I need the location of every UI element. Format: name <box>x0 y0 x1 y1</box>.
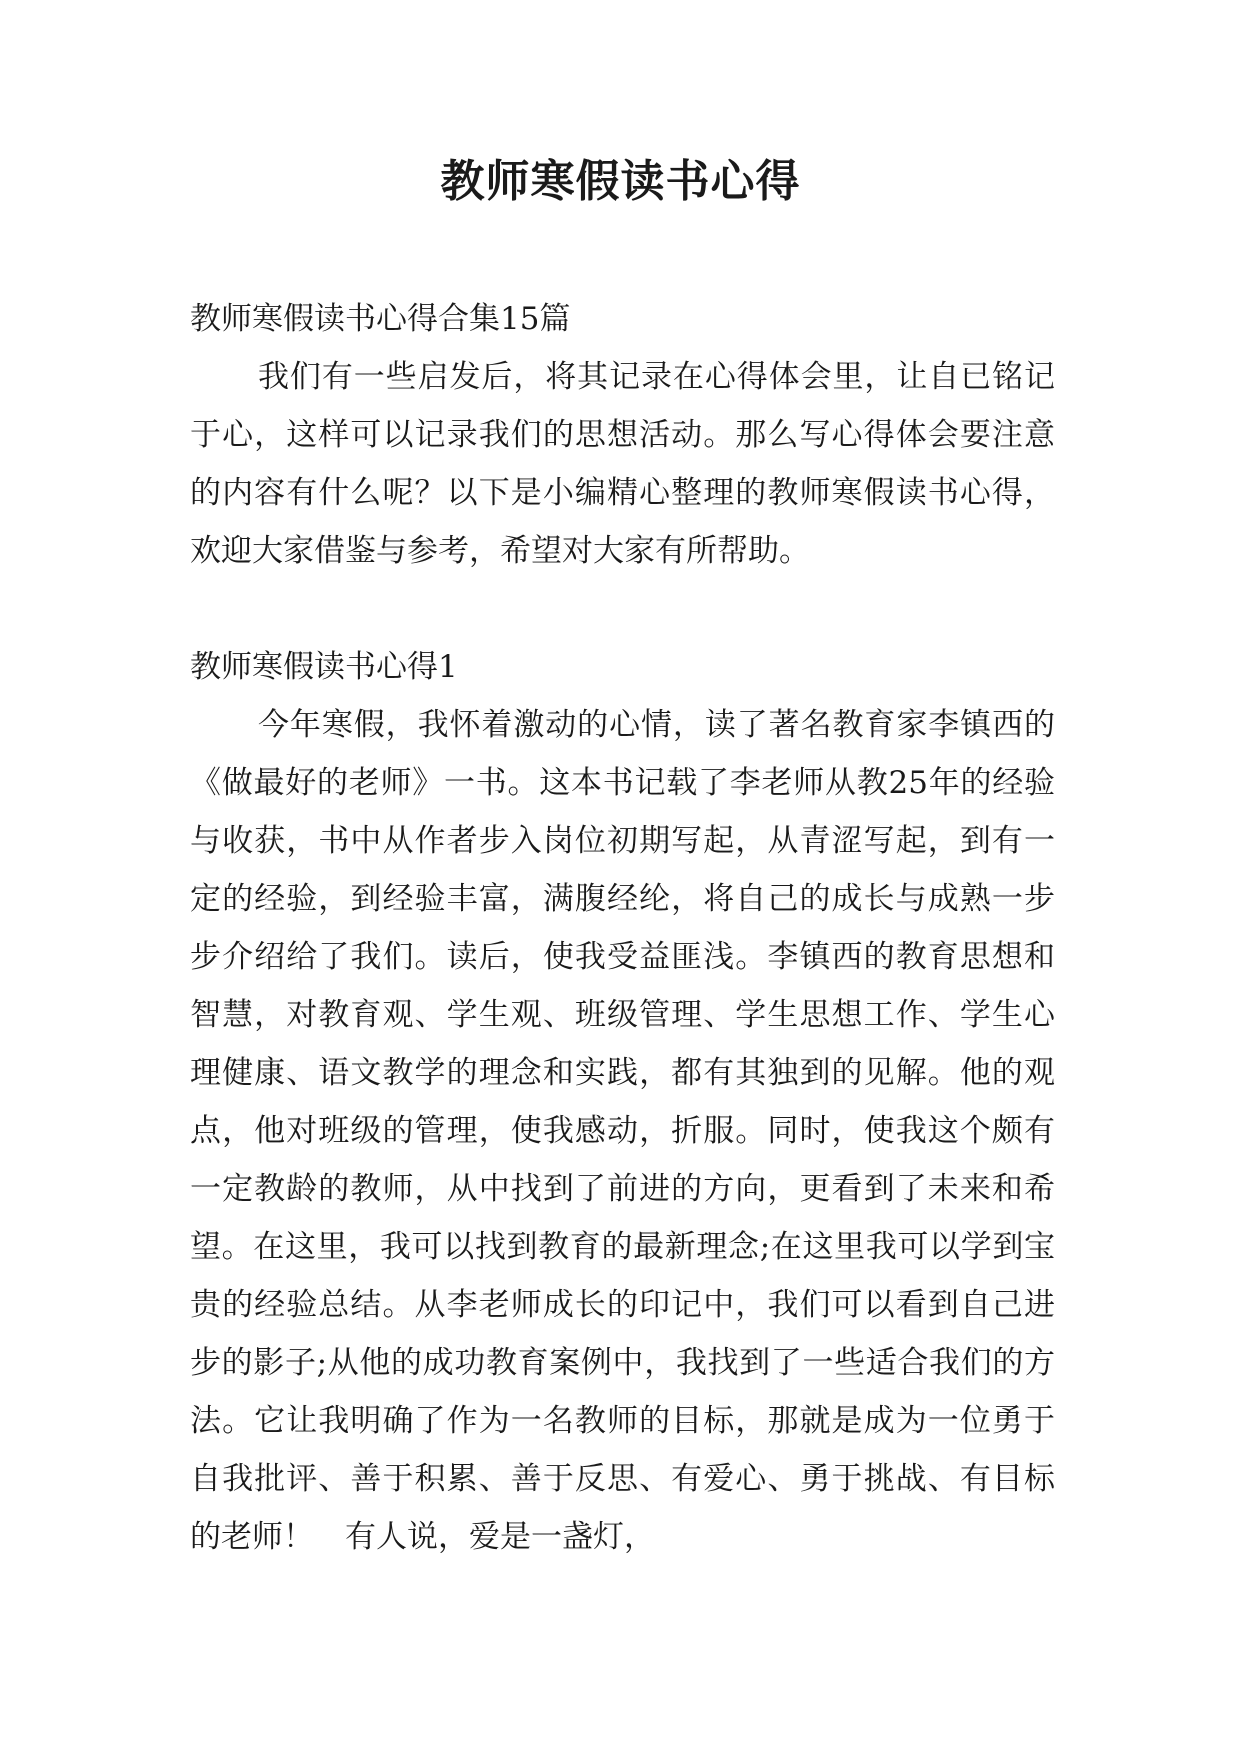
document-title: 教师寒假读书心得 <box>440 156 801 207</box>
paragraph-spacer <box>190 580 1055 638</box>
section-paragraph: 今年寒假，我怀着激动的心情，读了著名教育家李镇西的《做最好的老师》一书。这本书记载了李老师从教25年的经验与收获，书中从作者步入岗位初期写起，从青涩写起，到有一定的经验，到经验丰富，满腹经纶，将自己的成长与成熟一步步介绍给了我们。读后，使我受益匪浅。李镇西的教育思想和智慧，对教育观、学生观、班级管理、学生思想工作、学生心理健康、语文教学的理念和实践，都有其独到的见解。他的观点，他对班级的管理，使我感动，折服。同时，使我这个颇有一定教龄的教师，从中找到了前进的方向，更看到了未来和希望。在这里，我可以找到教育的最新理念;在这里我可以学到宝贵的经验总结。从李老师成长的印记中，我们可以看到自己进步的影子;从他的成功教育案例中，我找到了一些适合我们的方法。它让我明确了作为一名教师的目标，那就是成为一位勇于自我批评、善于积累、善于反思、有爱心、勇于挑战、有目标的老师！ 有人说，爱是一盏灯， <box>190 707 1055 1555</box>
collection-heading: 教师寒假读书心得合集15篇 <box>190 301 571 337</box>
document-body <box>190 290 1055 1566</box>
intro-paragraph: 我们有一些启发后，将其记录在心得体会里，让自已铭记于心，这样可以记录我们的思想活动。那么写心得体会要注意的内容有什么呢？以下是小编精心整理的教师寒假读书心得，欢迎大家借鉴与参考，希望对大家有所帮助。 <box>190 359 1055 569</box>
section-heading: 教师寒假读书心得1 <box>190 649 458 685</box>
